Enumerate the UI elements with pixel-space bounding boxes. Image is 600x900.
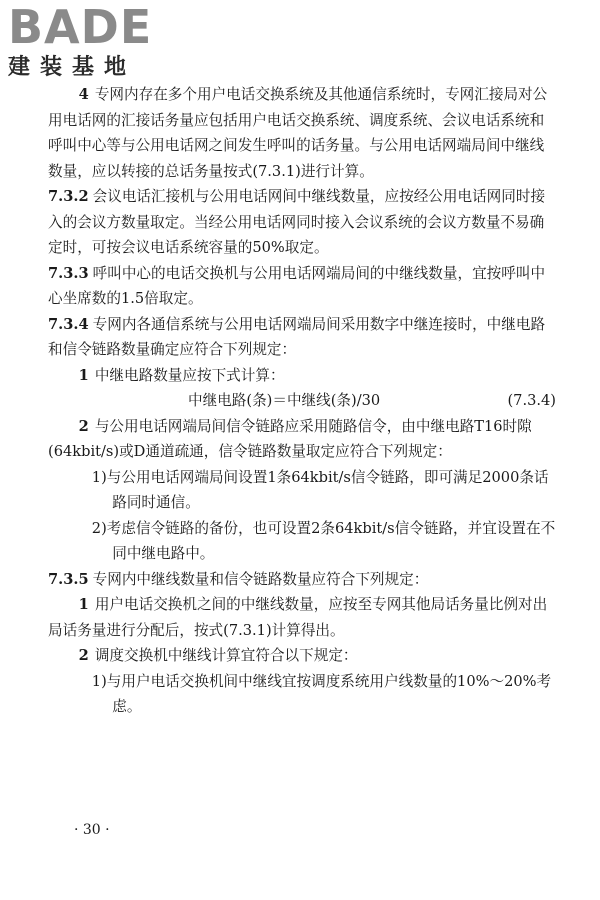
section-number: 7.3.5 bbox=[48, 570, 89, 588]
section-7-3-5 bbox=[48, 567, 558, 593]
logo-brand-text: BADE bbox=[8, 0, 153, 54]
section-number: 7.3.3 bbox=[48, 264, 89, 282]
subclause-7-3-4-2-2 bbox=[48, 516, 558, 567]
section-text: 专网内中继线数量和信令链路数量应符合下列规定： bbox=[92, 570, 429, 588]
clause-text: 调度交换机中继线计算宜符合以下规定： bbox=[94, 647, 358, 664]
clause-7-3-5-2 bbox=[48, 643, 558, 669]
clause-4 bbox=[48, 82, 558, 184]
section-text: 会议电话汇接机与公用电话网间中继线数量，应按经公用电话网同时接入的会议方数量取定。当经公用电话网同时接入会议系统的会议方数量不易确定时，可按会议电话系统容量的50%取定。 bbox=[48, 188, 546, 256]
logo-subtitle: 建装基地 bbox=[8, 55, 137, 80]
subclause-text: 与用户电话交换机间中继线宜按调度系统用户线数量的10%～20%考虑。 bbox=[106, 672, 552, 715]
formula-expression: 中继电路(条)＝中继线(条)/30 bbox=[188, 392, 381, 409]
subclause-text: 与公用电话网端局间设置1条64kbit/s信令链路，即可满足2000条话路同时通信。 bbox=[106, 468, 549, 511]
subclause-number: 1) bbox=[91, 468, 107, 486]
section-number: 7.3.2 bbox=[48, 188, 89, 205]
section-text: 呼叫中心的电话交换机与公用电话网端局间的中继线数量，宜按呼叫中心坐席数的1.5倍取定。 bbox=[48, 264, 546, 307]
brand-logo bbox=[8, 2, 178, 86]
page-number: · 30 · bbox=[74, 822, 110, 838]
subclause-number: 1) bbox=[91, 672, 107, 690]
clause-7-3-4-2 bbox=[48, 414, 558, 465]
section-text: 专网内各通信系统与公用电话网端局间采用数字中继连接时，中继电路和信令链路数量确定应符合下列规定： bbox=[48, 315, 546, 358]
clause-text: 中继电路数量应按下式计算： bbox=[94, 366, 285, 384]
clause-number: 1 bbox=[78, 596, 89, 613]
subclause-text: 考虑信令链路的备份，也可设置2条64kbit/s信令链路，并宜设置在不同中继电路中。 bbox=[106, 519, 556, 562]
clause-text: 用户电话交换机之间的中继线数量，应按至专网其他局话务量比例对出局话务量进行分配后，按式(7.3.1)计算得出。 bbox=[48, 596, 548, 639]
subclause-7-3-5-2-1 bbox=[48, 669, 558, 720]
clause-number: 2 bbox=[78, 647, 89, 664]
formula-7-3-4 bbox=[48, 388, 558, 414]
section-7-3-2 bbox=[48, 184, 558, 261]
clause-text: 专网内存在多个用户电话交换系统及其他通信系统时，专网汇接局对公用电话网的汇接话务量应包括用户电话交换系统、调度系统、会议电话系统和呼叫中心等与公用电话网之间发生呼叫的话务量。与公用电话网端局间中继线数量，应以转接的总话务量按式(7.3.1)进行计算。 bbox=[48, 86, 548, 180]
clause-number: 4 bbox=[78, 86, 89, 103]
section-7-3-4 bbox=[48, 312, 558, 363]
clause-text: 与公用电话网端局间信令链路应采用随路信令，由中继电路T16时隙(64kbit/s)或D通道疏通，信令链路数量取定应符合下列规定： bbox=[48, 417, 532, 460]
section-number: 7.3.4 bbox=[48, 315, 89, 333]
subclause-7-3-4-2-1 bbox=[48, 465, 558, 516]
clause-7-3-4-1 bbox=[48, 363, 558, 389]
formula-reference: (7.3.4) bbox=[507, 392, 556, 409]
clause-number: 2 bbox=[78, 417, 89, 435]
section-7-3-3 bbox=[48, 261, 558, 312]
subclause-number: 2) bbox=[91, 519, 107, 537]
clause-7-3-5-1 bbox=[48, 592, 558, 643]
clause-number: 1 bbox=[78, 366, 89, 384]
document-body bbox=[48, 82, 558, 720]
